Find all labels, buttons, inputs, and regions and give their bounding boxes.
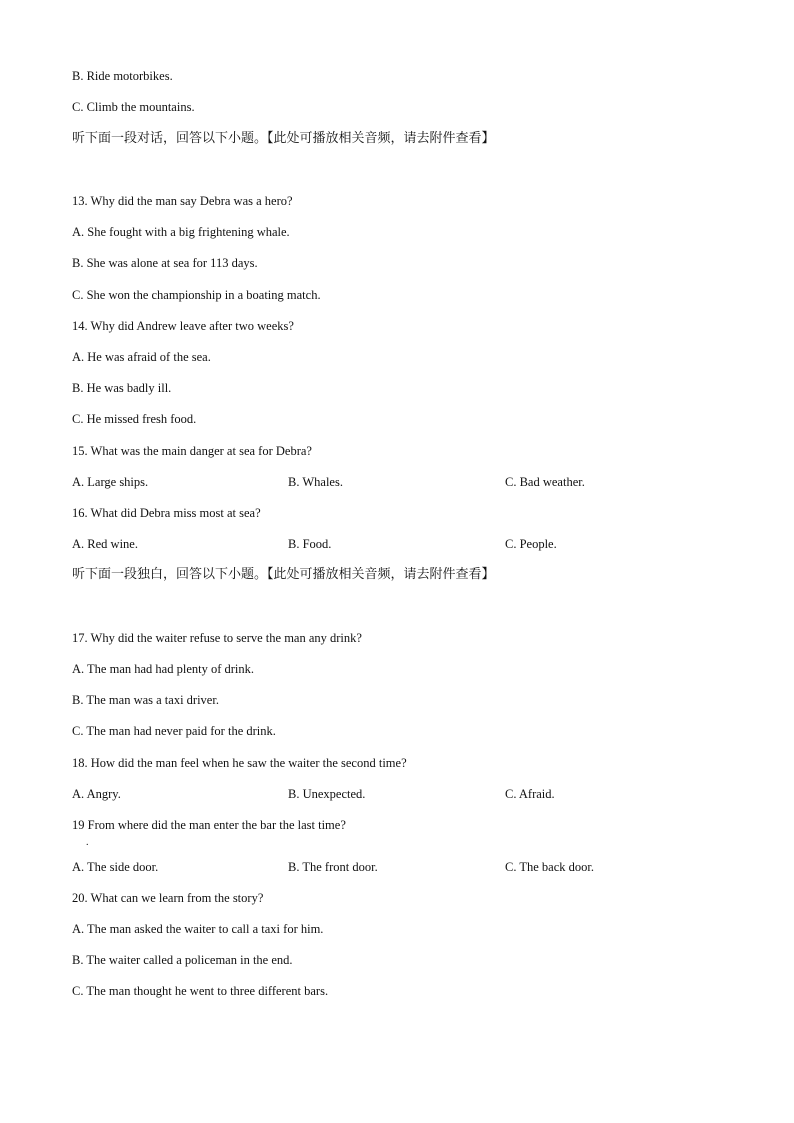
option-c-climb-mountains: C. Climb the mountains. (72, 100, 195, 114)
q18-option-b: B. Unexpected. (288, 787, 366, 801)
q19-option-c: C. The back door. (505, 860, 594, 874)
q17-option-a: A. The man had had plenty of drink. (72, 662, 255, 676)
question-14: 14. Why did Andrew leave after two weeks? (72, 319, 294, 333)
question-13: 13. Why did the man say Debra was a hero? (72, 194, 293, 208)
q20-option-a: A. The man asked the waiter to call a taxi for him. (72, 922, 324, 936)
q17-option-b: B. The man was a taxi driver. (72, 693, 219, 707)
question-18: 18. How did the man feel when he saw the waiter the second time? (72, 756, 407, 770)
q13-option-c: C. She won the championship in a boating match. (72, 288, 321, 302)
instruction-monologue: 听下面一段独白，回答以下小题。【此处可播放相关音频，请去附件查看】 (72, 567, 495, 582)
option-b-ride-motorbikes: B. Ride motorbikes. (72, 69, 173, 83)
q15-option-c: C. Bad weather. (505, 475, 585, 489)
q19-option-a: A. The side door. (72, 860, 159, 874)
q16-option-c: C. People. (505, 537, 557, 551)
q18-option-c: C. Afraid. (505, 787, 555, 801)
q14-option-c: C. He missed fresh food. (72, 412, 197, 426)
question-19-dot: . (86, 837, 89, 848)
q15-option-a: A. Large ships. (72, 475, 149, 489)
question-20: 20. What can we learn from the story? (72, 891, 264, 905)
q17-option-c: C. The man had never paid for the drink. (72, 724, 276, 738)
q16-option-b: B. Food. (288, 537, 332, 551)
q18-option-a: A. Angry. (72, 787, 121, 801)
q14-option-a: A. He was afraid of the sea. (72, 350, 211, 364)
q15-option-b: B. Whales. (288, 475, 343, 489)
q13-option-a: A. She fought with a big frightening whale. (72, 225, 290, 239)
q20-option-c: C. The man thought he went to three different bars. (72, 984, 329, 998)
question-19: 19 From where did the man enter the bar the last time? (72, 818, 346, 832)
q14-option-b: B. He was badly ill. (72, 381, 172, 395)
q16-option-a: A. Red wine. (72, 537, 138, 551)
question-15: 15. What was the main danger at sea for Debra? (72, 444, 312, 458)
question-17: 17. Why did the waiter refuse to serve the man any drink? (72, 631, 362, 645)
q19-option-b: B. The front door. (288, 860, 378, 874)
q20-option-b: B. The waiter called a policeman in the end. (72, 953, 293, 967)
q13-option-b: B. She was alone at sea for 113 days. (72, 256, 258, 270)
instruction-dialogue: 听下面一段对话，回答以下小题。【此处可播放相关音频，请去附件查看】 (72, 131, 495, 146)
question-16: 16. What did Debra miss most at sea? (72, 506, 261, 520)
